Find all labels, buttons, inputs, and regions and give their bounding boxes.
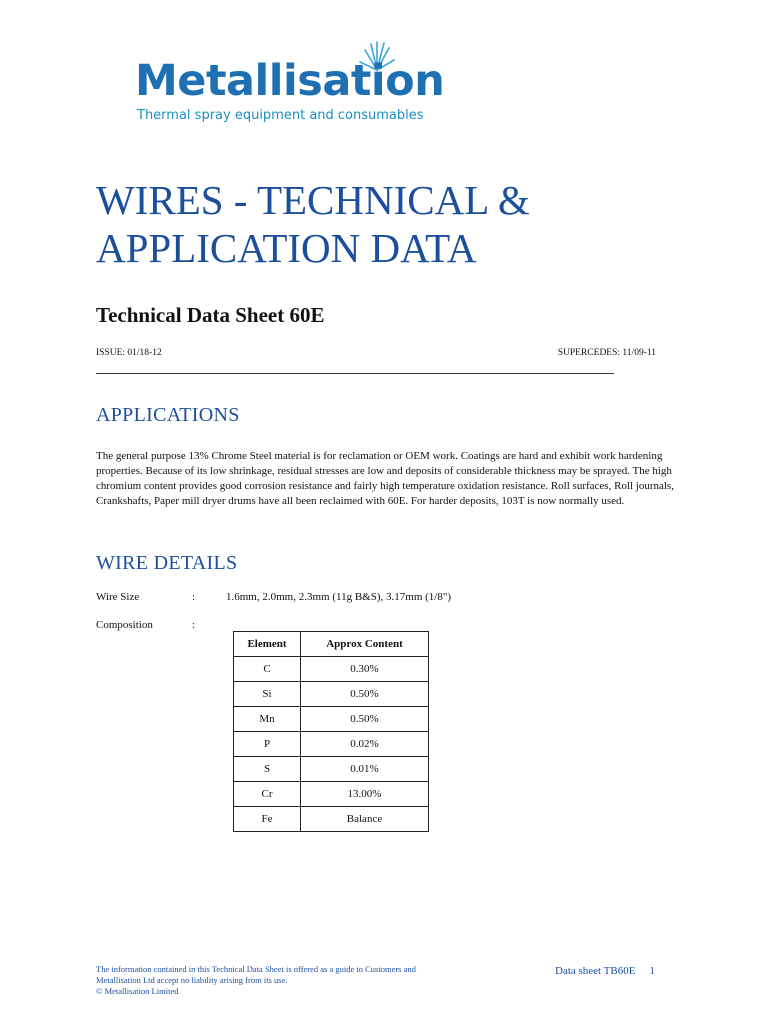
wire-size-value: 1.6mm, 2.0mm, 2.3mm (11g B&S), 3.17mm (1/8") <box>226 591 452 603</box>
footer-disclaimer <box>96 964 516 997</box>
divider <box>96 373 614 374</box>
element-cell: Fe <box>234 807 301 832</box>
table-row <box>234 682 429 707</box>
content-cell: 0.02% <box>301 732 429 757</box>
disclaimer-line: The information contained in this Technical Data Sheet is offered as a guide to Customers and <box>96 964 416 974</box>
logo-tagline: Thermal spray equipment and consumables <box>137 108 424 123</box>
content-cell: Balance <box>301 807 429 832</box>
content-cell: 13.00% <box>301 782 429 807</box>
copyright-notice: © Metallisation Limited <box>96 986 179 996</box>
element-cell: S <box>234 757 301 782</box>
column-header-element: Element <box>234 632 301 657</box>
composition-label: Composition <box>96 619 153 631</box>
wire-size-row <box>96 591 616 605</box>
content-cell: 0.01% <box>301 757 429 782</box>
logo-wordmark: Metallisation <box>135 56 445 106</box>
applications-heading: APPLICATIONS <box>96 404 240 426</box>
sheet-reference: Data sheet TB60E <box>555 965 636 977</box>
table-row <box>234 807 429 832</box>
table-row <box>234 732 429 757</box>
composition-table <box>233 631 429 832</box>
wire-size-colon: : <box>192 591 196 603</box>
footer-sheet-ref <box>555 965 655 977</box>
wire-size-label: Wire Size <box>96 591 140 603</box>
company-logo <box>135 40 445 130</box>
issue-row <box>96 348 656 362</box>
disclaimer-line: Metallisation Ltd accept no liability arising from its use. <box>96 975 288 985</box>
element-cell: P <box>234 732 301 757</box>
page-number: 1 <box>649 965 655 977</box>
table-row <box>234 757 429 782</box>
content-cell: 0.50% <box>301 682 429 707</box>
table-row <box>234 657 429 682</box>
issue-date: ISSUE: 01/18-12 <box>96 348 162 358</box>
column-header-content: Approx Content <box>301 632 429 657</box>
supercedes-date: SUPERCEDES: 11/09-11 <box>557 348 656 358</box>
page-title: WIRES - TECHNICAL & APPLICATION DATA <box>96 177 530 271</box>
composition-colon: : <box>192 619 196 631</box>
content-cell: 0.50% <box>301 707 429 732</box>
element-cell: Mn <box>234 707 301 732</box>
page-subtitle: Technical Data Sheet 60E <box>96 303 325 327</box>
table-row <box>234 707 429 732</box>
content-cell: 0.30% <box>301 657 429 682</box>
applications-text: The general purpose 13% Chrome Steel material is for reclamation or OEM work. Coatings are hard and exhibit work hardening properties. Because of its low shrinkage, residual stresses are low and deposits of considerable thickness may be sprayed. The high chromium content provides good corrosion resistance and fairly high temperature oxidation resistance. Roll surfaces, Roll journals, Crankshafts, Paper mill dryer drums have all been reclaimed with 60E. For harder deposits, 103T is now normally used. <box>96 450 674 507</box>
table-header-row <box>234 632 429 657</box>
table-row <box>234 782 429 807</box>
wire-details-heading: WIRE DETAILS <box>96 552 238 574</box>
element-cell: Si <box>234 682 301 707</box>
element-cell: C <box>234 657 301 682</box>
element-cell: Cr <box>234 782 301 807</box>
